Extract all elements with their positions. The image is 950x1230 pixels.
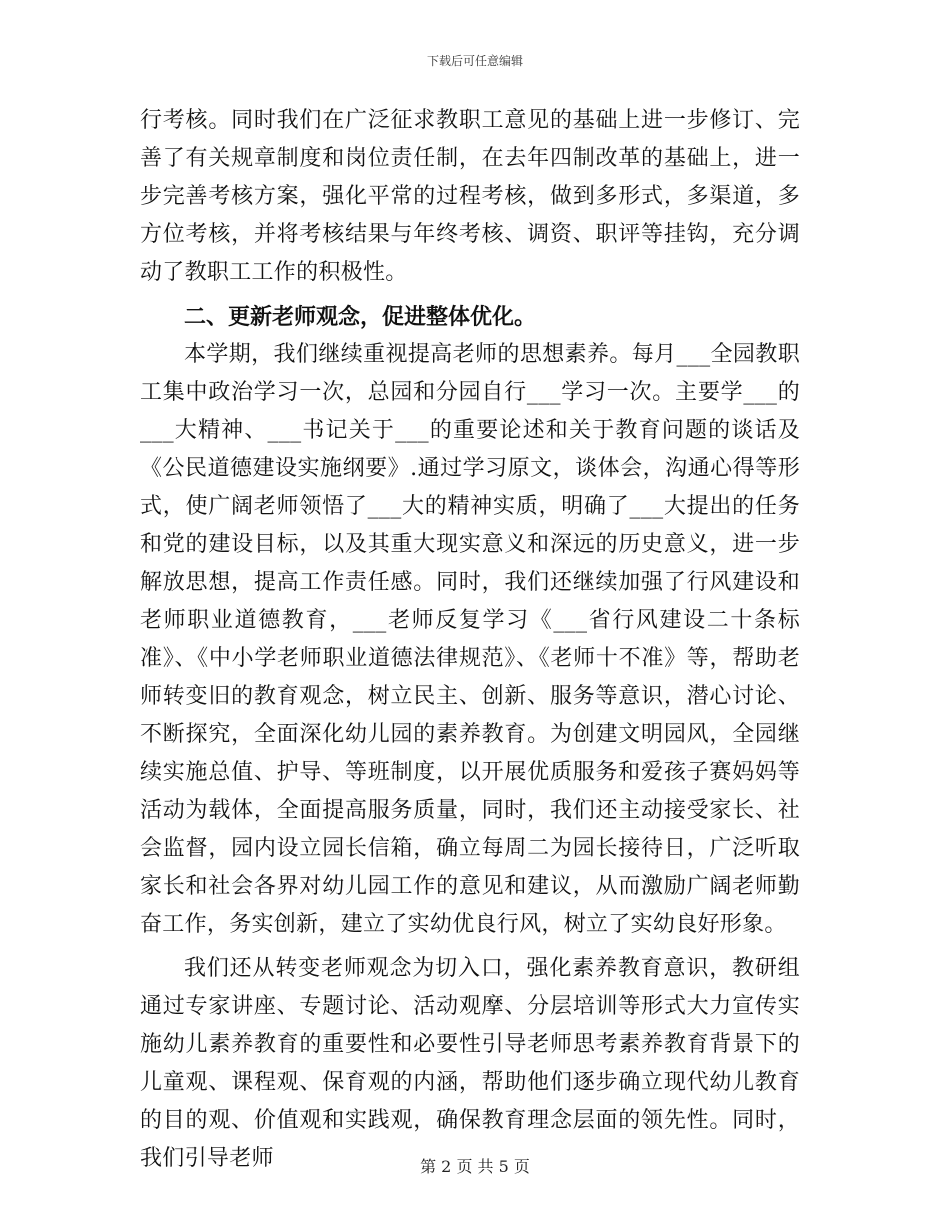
page-header-note: 下载后可任意编辑 [426, 54, 523, 68]
paragraph-teacher-concepts: 我们还从转变老师观念为切入口，强化素养教育意识，教研组通过专家讲座、专题讨论、活动观摩、分层培训等形式大力宣传实施幼儿素养教育的重要性和必要性引导老师思考素养教育背景下的儿童观、课程观、保育观的内涵，帮助他们逐步确立现代幼儿教育的目的观、价值观和实践观，确保教育理念层面的领先性。同时，我们引导老师 [140, 956, 800, 1171]
document-body [140, 102, 800, 1178]
paragraph-teacher-ideology: 本学期，我们继续重视提高老师的思想素养。每月___全园教职工集中政治学习一次，总园和分园自行___学习一次。主要学___的___大精神、___书记关于___的重要论述和关于教育问题的谈话及《公民道德建设实施纲要》.通过学习原文，谈体会，沟通心得等形式，使广阔老师领悟了___大的精神实质，明确了___大提出的任务和党的建设目标，以及其重大现实意义和深远的历史意义，进一步解放思想，提高工作责任感。同时，我们还继续加强了行风建设和老师职业道德教育，___老师反复学习《___省行风建设二十条标准》、《中小学老师职业道德法律规范》、《老师十不准》等，帮助老师转变旧的教育观念，树立民主、创新、服务等意识，潜心讨论、不断探究，全面深化幼儿园的素养教育。为创建文明园风，全园继续实施总值、护导、等班制度，以开展优质服务和爱孩子赛妈妈等活动为载体，全面提高服务质量，同时，我们还主动接受家长、社会监督，园内设立园长信箱，确立每周二为园长接待日，广泛听取家长和社会各界对幼儿园工作的意见和建议，从而激励广阔老师勤奋工作，务实创新，建立了实幼优良行风，树立了实幼良好形象。 [140, 342, 800, 937]
paragraph-assessment: 行考核。同时我们在广泛征求教职工意见的基础上进一步修订、完善了有关规章制度和岗位责任制，在去年四制改革的基础上，进一步完善考核方案，强化平常的过程考核，做到多形式，多渠道，多方位考核，并将考核结果与年终考核、调资、职评等挂钩，充分调动了教职工工作的积极性。 [140, 108, 800, 285]
section-heading-2: 二、更新老师观念，促进整体优化。 [184, 304, 537, 330]
page-number: 第 2 页 共 5 页 [420, 1157, 530, 1176]
